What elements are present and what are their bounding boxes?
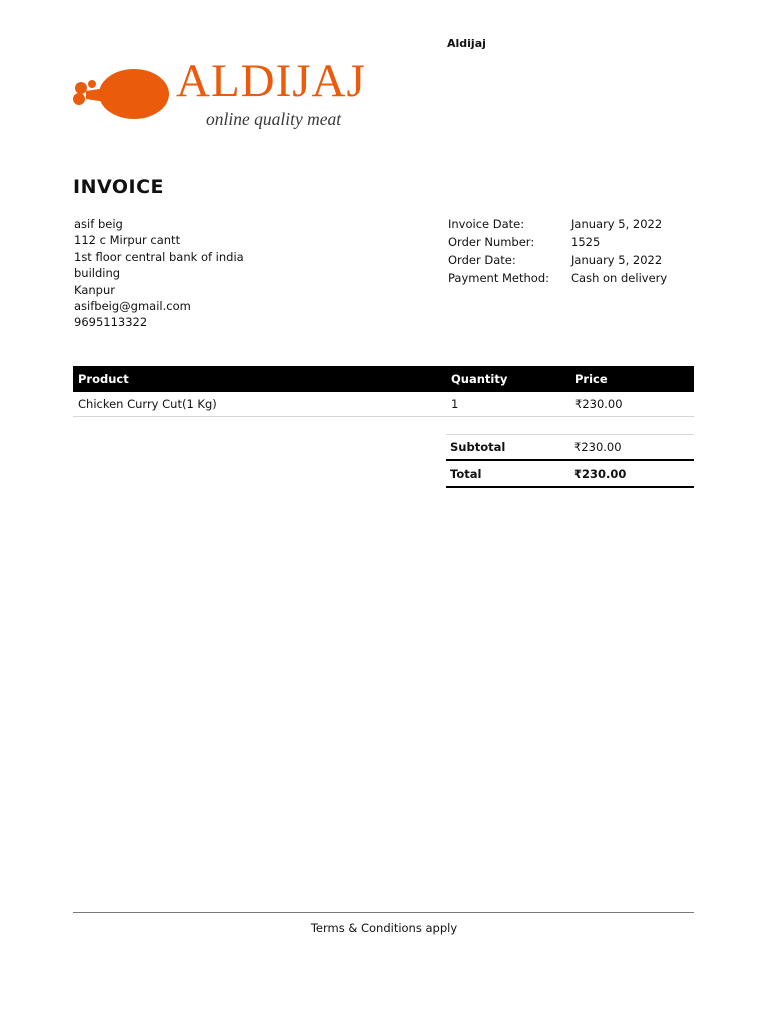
payment-method-row xyxy=(448,271,667,289)
subtotal-row xyxy=(446,435,694,461)
address-line: 1st floor central bank of india xyxy=(74,249,244,264)
invoice-date-value: January 5, 2022 xyxy=(571,217,663,231)
payment-method-label: Payment Method: xyxy=(448,271,550,285)
order-date-value: January 5, 2022 xyxy=(571,253,663,267)
quantity-column-header: Quantity xyxy=(446,366,570,392)
address-line: 112 c Mirpur cantt xyxy=(74,233,181,248)
product-name: Chicken Curry Cut(1 Kg) xyxy=(73,392,446,417)
footer-divider xyxy=(73,912,694,913)
product-quantity: 1 xyxy=(446,392,570,417)
subtotal-value: ₹230.00 xyxy=(570,435,694,461)
customer-email: asifbeig@gmail.com xyxy=(74,299,191,314)
price-column-header: Price xyxy=(570,366,694,392)
order-number-label: Order Number: xyxy=(448,235,535,249)
brand-logo xyxy=(72,55,397,136)
order-date-label: Order Date: xyxy=(448,253,516,267)
chicken-leg-icon xyxy=(72,66,172,128)
billing-address xyxy=(74,216,244,331)
invoice-date-row xyxy=(448,217,667,235)
terms-note: Terms & Conditions apply xyxy=(310,921,458,935)
order-meta xyxy=(448,217,667,289)
total-row xyxy=(446,460,694,487)
customer-name: asif beig xyxy=(74,217,123,231)
shop-name: Aldijaj xyxy=(447,37,486,50)
address-city: Kanpur xyxy=(74,282,115,297)
total-value: ₹230.00 xyxy=(570,460,694,487)
product-price: ₹230.00 xyxy=(570,392,694,417)
payment-method-value: Cash on delivery xyxy=(571,271,668,285)
items-table xyxy=(73,366,694,417)
total-label: Total xyxy=(446,460,570,487)
subtotal-label: Subtotal xyxy=(446,435,570,461)
logo-tagline: online quality meat xyxy=(206,109,342,129)
totals-table xyxy=(446,434,694,488)
customer-phone: 9695113322 xyxy=(74,315,148,330)
order-number-row xyxy=(448,235,667,253)
invoice-date-label: Invoice Date: xyxy=(448,217,525,231)
address-line: building xyxy=(74,266,121,281)
items-header-row xyxy=(73,366,694,392)
product-column-header: Product xyxy=(73,366,446,392)
invoice-title: INVOICE xyxy=(73,176,164,198)
order-date-row xyxy=(448,253,667,271)
order-number-value: 1525 xyxy=(571,235,601,249)
table-row xyxy=(73,392,694,417)
logo-wordmark: ALDIJAJ xyxy=(176,55,366,107)
